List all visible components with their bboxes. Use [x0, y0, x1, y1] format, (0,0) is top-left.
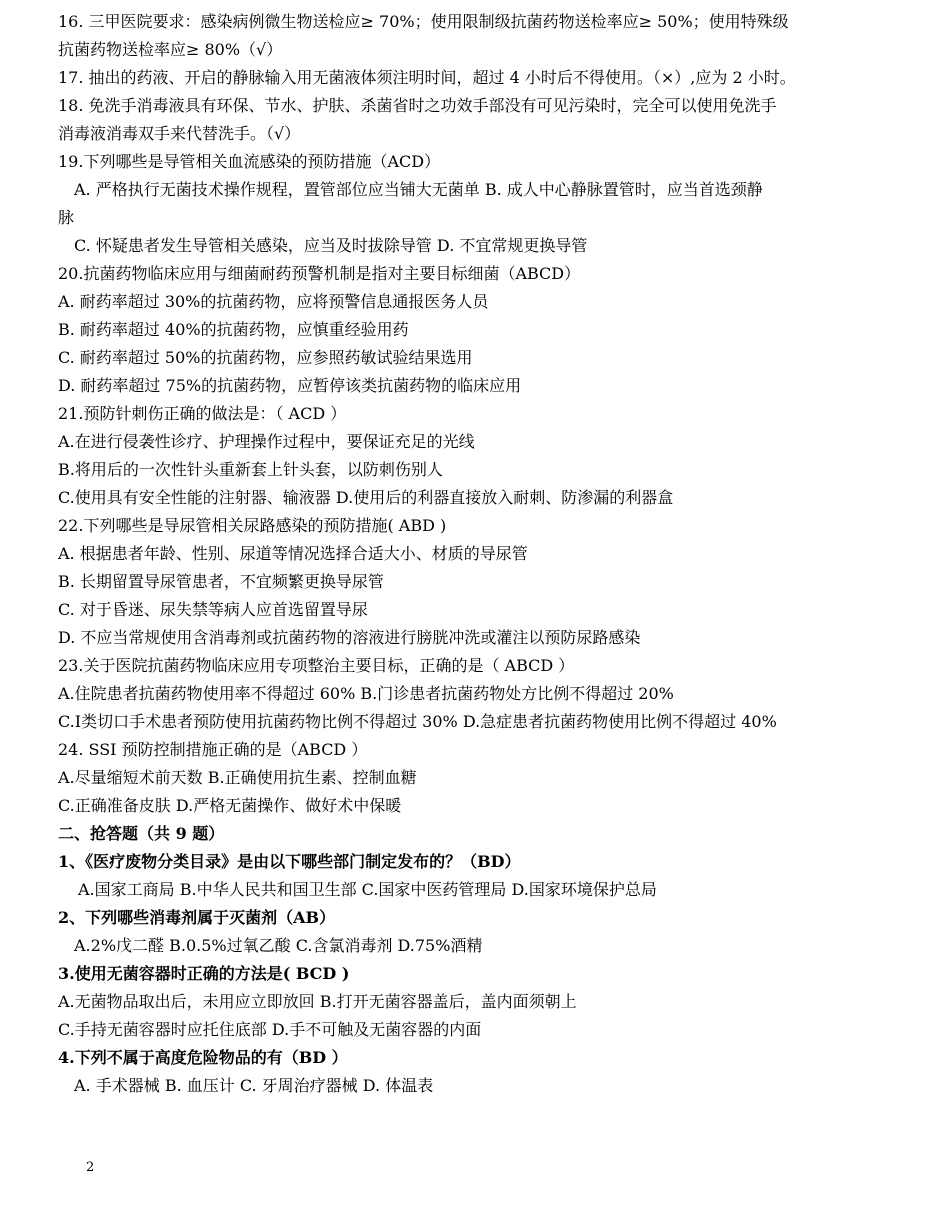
text-line: 16. 三甲医院要求：感染病例微生物送检应≥ 70%；使用限制级抗菌药物送检率应≥ 50%；使用特殊级: [58, 12, 789, 31]
text-line: D. 不应当常规使用含消毒剂或抗菌药物的溶液进行膀胱冲洗或灌注以预防尿路感染: [58, 628, 641, 647]
text-line: 4.下列不属于高度危险物品的有（BD ）: [58, 1048, 348, 1067]
text-line: 抗菌药物送检率应≥ 80%（√）: [58, 40, 283, 59]
text-line: 23.关于医院抗菌药物临床应用专项整治主要目标，正确的是（ ABCD ）: [58, 656, 575, 675]
page-content: [58, 8, 918, 1100]
text-line: A.无菌物品取出后，未用应立即放回 B.打开无菌容器盖后，盖内面须朝上: [58, 992, 577, 1011]
text-line: C.手持无菌容器时应托住底部 D.手不可触及无菌容器的内面: [58, 1020, 482, 1039]
text-line: A.住院患者抗菌药物使用率不得超过 60% B.门诊患者抗菌药物处方比例不得超过 20%: [58, 684, 674, 703]
text-line: 17. 抽出的药液、开启的静脉输入用无菌液体须注明时间，超过 4 小时后不得使用。（×）,应为 2 小时。: [58, 68, 796, 87]
text-line: 19.下列哪些是导管相关血流感染的预防措施（ACD）: [58, 152, 441, 171]
text-line: A. 手术器械 B. 血压计 C. 牙周治疗器械 D. 体温表: [74, 1076, 434, 1095]
text-line: 脉: [58, 208, 75, 227]
text-line: 3.使用无菌容器时正确的方法是( BCD ): [58, 964, 350, 983]
text-line: A. 严格执行无菌技术操作规程，置管部位应当铺大无菌单 B. 成人中心静脉置管时，应当首选颈静: [74, 180, 763, 199]
text-line: A.国家工商局 B.中华人民共和国卫生部 C.国家中医药管理局 D.国家环境保护总局: [78, 880, 657, 899]
text-line: C. 对于昏迷、尿失禁等病人应首选留置导尿: [58, 600, 368, 619]
text-line: 1、《医疗废物分类目录》是由以下哪些部门制定发布的？（BD）: [58, 852, 521, 871]
text-line: C. 怀疑患者发生导管相关感染，应当及时拔除导管 D. 不宜常规更换导管: [74, 236, 588, 255]
text-line: A.尽量缩短术前天数 B.正确使用抗生素、控制血糖: [58, 768, 417, 787]
text-line: 2、下列哪些消毒剂属于灭菌剂（AB）: [58, 908, 336, 927]
text-line: C.使用具有安全性能的注射器、输液器 D.使用后的利器直接放入耐刺、防渗漏的利器盒: [58, 488, 674, 507]
text-line: B. 耐药率超过 40%的抗菌药物，应慎重经验用药: [58, 320, 409, 339]
text-line: 二、抢答题（共 9 题）: [58, 824, 225, 843]
text-line: 18. 免洗手消毒液具有环保、节水、护肤、杀菌省时之功效手部没有可见污染时，完全可以使用免洗手: [58, 96, 777, 115]
text-line: 21.预防针刺伤正确的做法是：（ ACD ）: [58, 404, 347, 423]
text-line: C.正确准备皮肤 D.严格无菌操作、做好术中保暖: [58, 796, 402, 815]
text-line: A.在进行侵袭性诊疗、护理操作过程中，要保证充足的光线: [58, 432, 475, 451]
text-line: 20.抗菌药物临床应用与细菌耐药预警机制是指对主要目标细菌（ABCD）: [58, 264, 581, 283]
text-line: D. 耐药率超过 75%的抗菌药物，应暂停该类抗菌药物的临床应用: [58, 376, 522, 395]
text-line: B.将用后的一次性针头重新套上针头套，以防刺伤别人: [58, 460, 443, 479]
text-line: 22.下列哪些是导尿管相关尿路感染的预防措施( ABD ): [58, 516, 447, 535]
text-line: A. 根据患者年龄、性别、尿道等情况选择合适大小、材质的导尿管: [58, 544, 528, 563]
text-line: 24. SSI 预防控制措施正确的是（ABCD ）: [58, 740, 368, 759]
page-number: 2: [86, 1160, 95, 1175]
text-line: 消毒液消毒双手来代替洗手。（√）: [58, 124, 301, 143]
text-line: A.2%戊二醛 B.0.5%过氧乙酸 C.含氯消毒剂 D.75%酒精: [74, 936, 483, 955]
text-line: B. 长期留置导尿管患者，不宜频繁更换导尿管: [58, 572, 384, 591]
text-line: C. 耐药率超过 50%的抗菌药物，应参照药敏试验结果选用: [58, 348, 473, 367]
text-line: A. 耐药率超过 30%的抗菌药物，应将预警信息通报医务人员: [58, 292, 489, 311]
text-line: C.Ⅰ类切口手术患者预防使用抗菌药物比例不得超过 30% D.急症患者抗菌药物使用比例不得超过 40%: [58, 712, 777, 731]
